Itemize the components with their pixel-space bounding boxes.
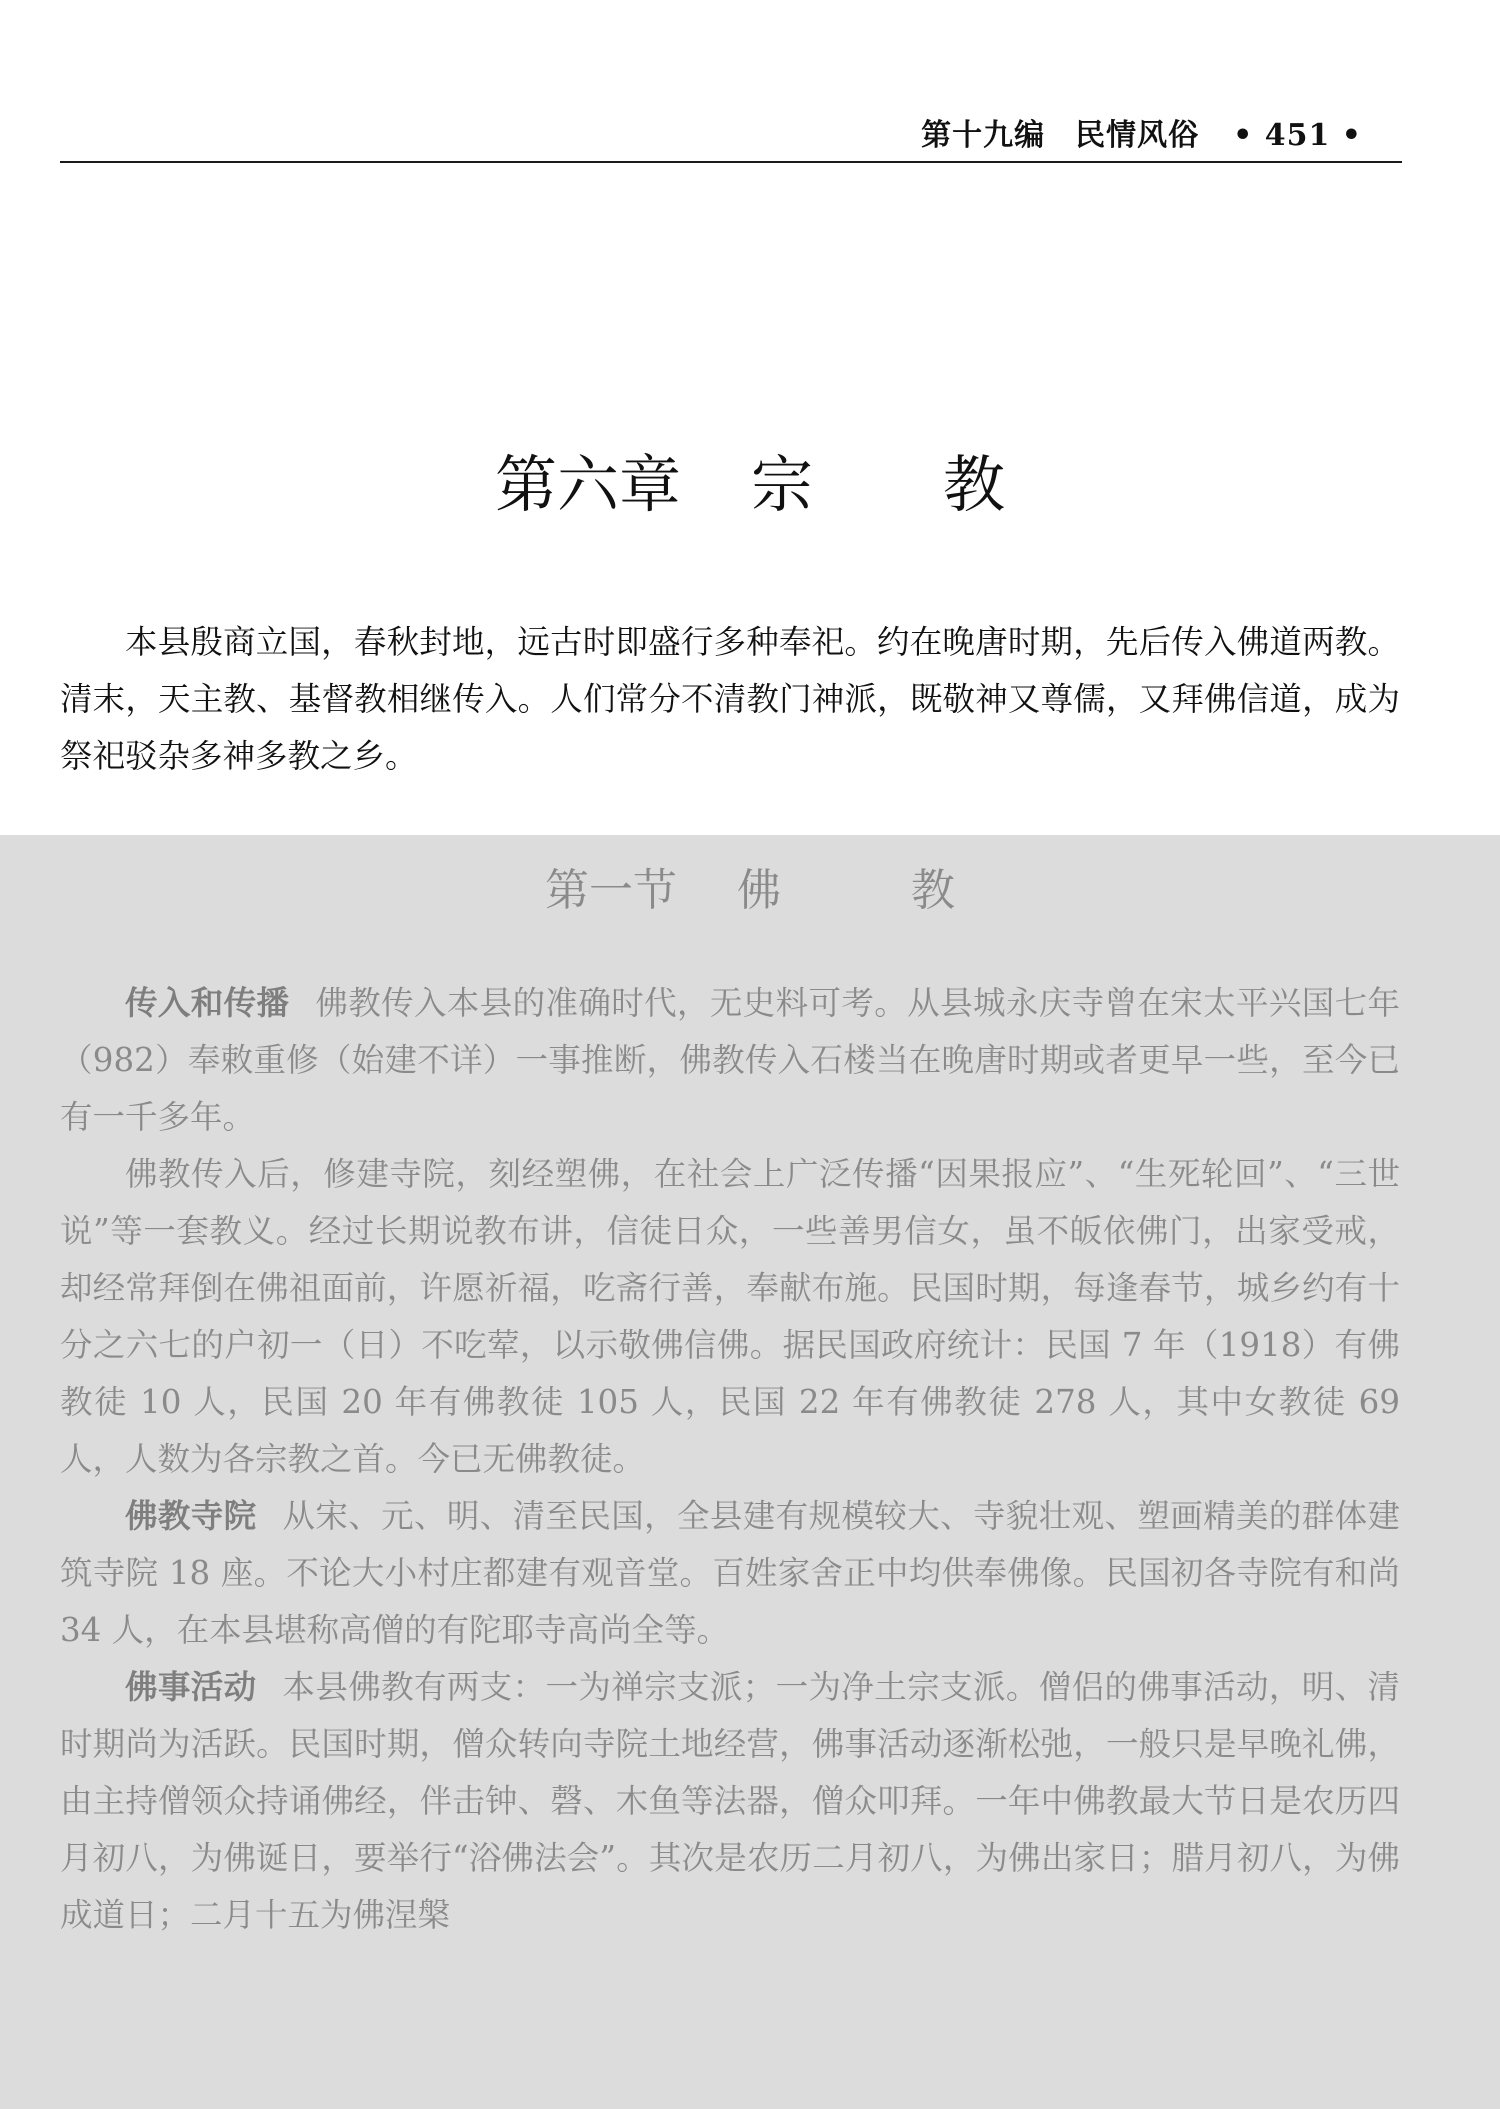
paragraph-text: 佛教传入本县的准确时代，无史料可考。从县城永庆寺曾在宋太平兴国七年（982）奉敕重修（始建不详）一事推断，佛教传入石楼当在晚唐时期或者更早一些，至今已有一千多年。 [60,984,1400,1136]
paragraph [60,1488,1400,1659]
paragraph-lead: 佛事活动 [125,1668,257,1706]
paragraph [60,1659,1400,1944]
paragraph-lead: 佛教寺院 [125,1497,257,1535]
paragraph-text: 佛教传入后，修建寺院，刻经塑佛，在社会上广泛传播“因果报应”、“生死轮回”、“三世说”等一套教义。经过长期说教布讲，信徒日众，一些善男信女，虽不皈依佛门，出家受戒，却经常拜倒在佛祖面前，许愿祈福，吃斋行善，奉献布施。民国时期，每逢春节，城乡约有十分之六七的户初一（日）不吃荤，以示敬佛信佛。据民国政府统计：民国 7 年（1918）有佛教徒 10 人，民国 20 年有佛教徒 105 人，民国 22 年有佛教徒 278 人，其中女教徒 69 人，人数为各宗教之首。今已无佛教徒。 [60,1155,1400,1478]
section-number: 第一节 [545,865,677,916]
page-number: • 451 • [1233,118,1362,153]
paragraph-lead: 传入和传播 [125,984,290,1022]
chapter-title [0,435,1500,524]
paragraph [60,975,1400,1146]
chapter-number: 第六章 [494,448,681,521]
section-name-char-2: 教 [911,865,955,916]
running-header [60,110,1400,154]
section-title [0,854,1500,918]
chapter-intro: 本县殷商立国，春秋封地，远古时即盛行多种奉祀。约在晚唐时期，先后传入佛道两教。清末，天主教、基督教相继传入。人们常分不清教门神派，既敬神又尊儒，又拜佛信道，成为祭祀驳杂多神多教之乡。 [60,623,1400,775]
paragraph [60,1146,1400,1488]
header-rule [60,161,1402,163]
section-name-char-1: 佛 [737,865,781,916]
section-body [60,975,1400,1944]
chapter-name-char-1: 宗 [750,448,813,521]
header-section: 民情风俗 [1075,118,1200,153]
header-part: 第十九编 [921,118,1046,153]
paragraph-text: 本县佛教有两支：一为禅宗支派；一为净土宗支派。僧侣的佛事活动，明、清时期尚为活跃。民国时期，僧众转向寺院土地经营，佛事活动逐渐松弛，一般只是早晚礼佛，由主持僧领众持诵佛经，伴击钟、磬、木鱼等法器，僧众叩拜。一年中佛教最大节日是农历四月初八，为佛诞日，要举行“浴佛法会”。其次是农历二月初八，为佛出家日；腊月初八，为佛成道日；二月十五为佛涅槃 [60,1668,1400,1934]
paragraph-text: 从宋、元、明、清至民国，全县建有规模较大、寺貌壮观、塑画精美的群体建筑寺院 18 座。不论大小村庄都建有观音堂。百姓家舍正中均供奉佛像。民国初各寺院有和尚 34 人，在本县堪称高僧的有陀耶寺高尚全等。 [60,1497,1400,1649]
chapter-name-char-2: 教 [943,448,1006,521]
